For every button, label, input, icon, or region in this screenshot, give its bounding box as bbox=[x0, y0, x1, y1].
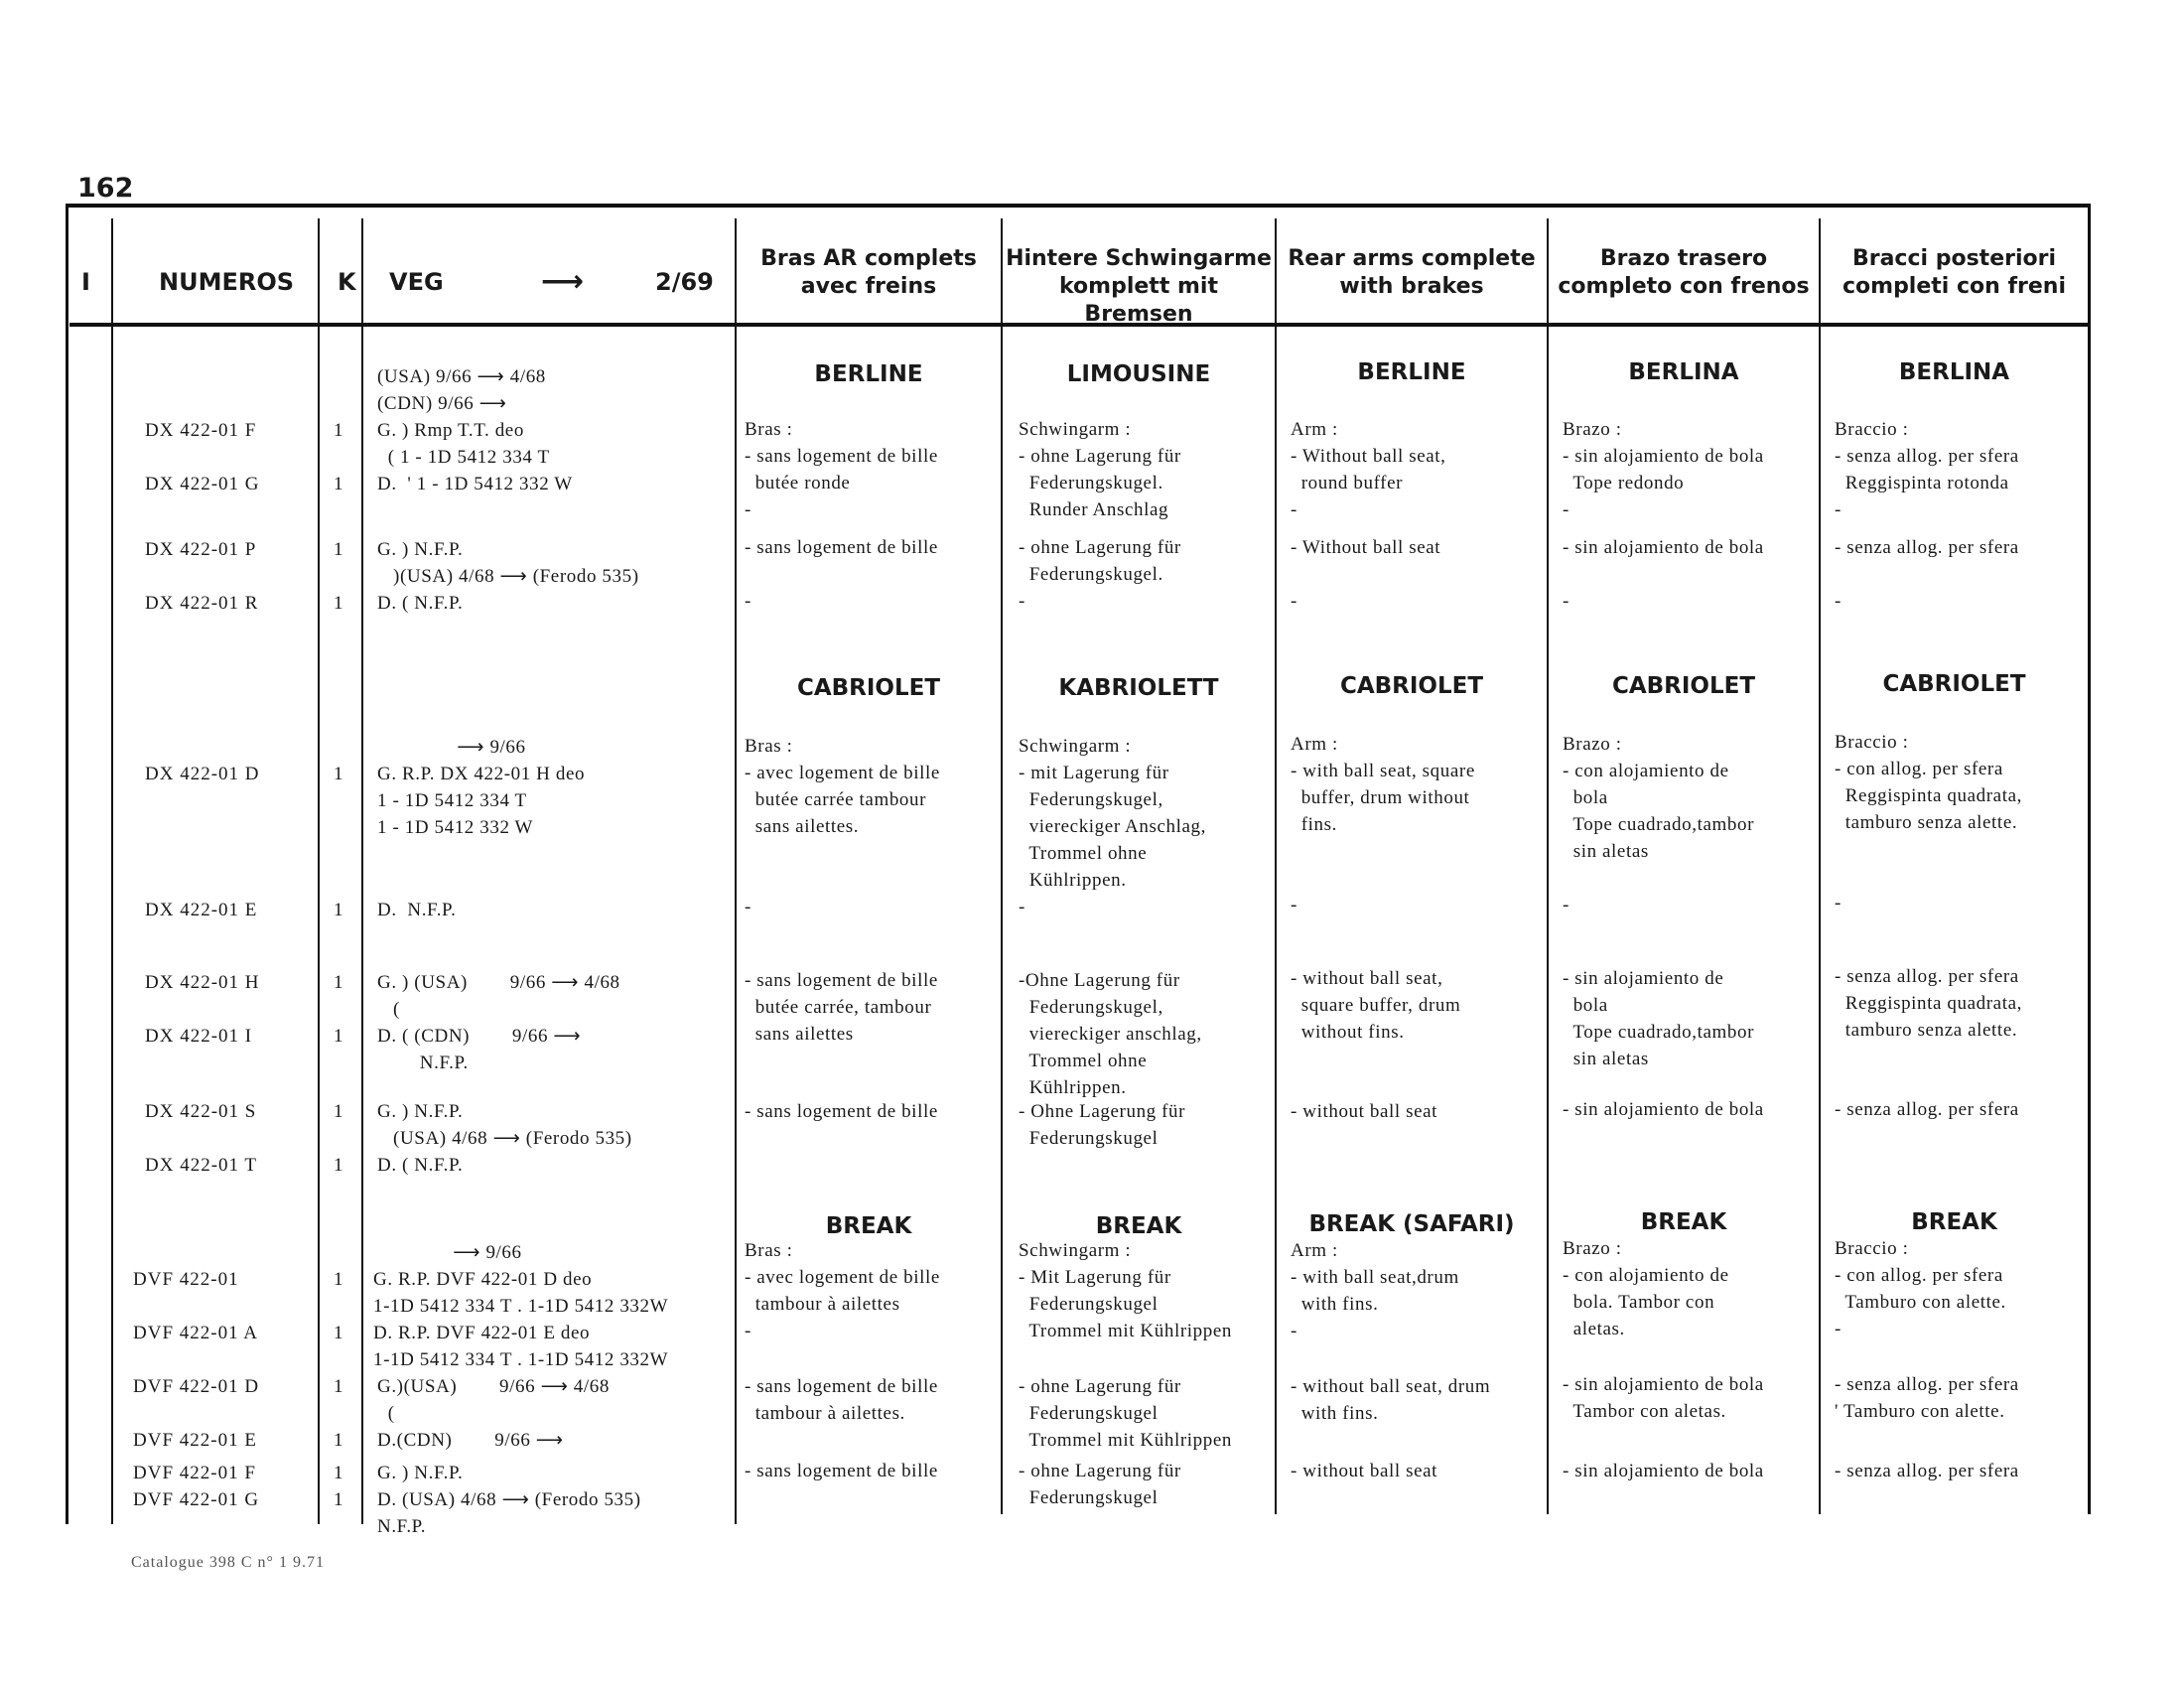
block-6-veg: G. ) N.F.P. (USA) 4/68 ⟶ (Ferodo 535) D. ( N.F.P. bbox=[377, 1101, 632, 1176]
block-2-fr: - sans logement de bille - bbox=[745, 537, 938, 612]
block-2-k: 1 1 bbox=[334, 539, 344, 614]
section-break-en: BREAK (SAFARI) bbox=[1308, 1211, 1515, 1237]
block-3-numeros: DX 422-01 D bbox=[145, 764, 260, 784]
block-6-en: - without ball seat bbox=[1291, 1101, 1438, 1122]
block-5-it: - senza allog. per sfera Reggispinta quadrata, tamburo senza alette. bbox=[1835, 966, 2022, 1041]
block-2-veg: G. ) N.F.P. )(USA) 4/68 ⟶ (Ferodo 535) D. ( N.F.P. bbox=[377, 539, 639, 614]
block-1-en: Arm : - Without ball seat, round buffer - bbox=[1291, 419, 1446, 520]
header-col-de: Hintere Schwingarme komplett mit Bremsen bbox=[1006, 246, 1272, 327]
block-8-numeros: DVF 422-01 D DVF 422-01 E bbox=[133, 1376, 260, 1451]
block-9-numeros: DVF 422-01 F DVF 422-01 G bbox=[133, 1463, 260, 1510]
block-4-es: - bbox=[1563, 895, 1570, 915]
block-4-de: - bbox=[1019, 897, 1025, 917]
block-3-veg: ⟶ 9/66 G. R.P. DX 422-01 H deo 1 - 1D 5412 334 T 1 - 1D 5412 332 W bbox=[377, 737, 586, 838]
divider-en bbox=[1547, 218, 1549, 1514]
divider-fr bbox=[1001, 218, 1003, 1514]
header-col-es: Brazo trasero completo con frenos bbox=[1558, 246, 1810, 299]
header-col-fr: Bras AR complets avec freins bbox=[760, 246, 977, 299]
block-8-en: - without ball seat, drum with fins. bbox=[1291, 1376, 1491, 1424]
section-break-it: BREAK bbox=[1911, 1209, 1997, 1235]
block-7-de: Schwingarm : - Mit Lagerung für Federungskugel Trommel mit Kühlrippen bbox=[1019, 1240, 1232, 1341]
header-col-en: Rear arms complete with brakes bbox=[1288, 246, 1536, 299]
block-5-de: -Ohne Lagerung für Federungskugel, viereckiger anschlag, Trommel ohne Kühlrippen. bbox=[1019, 970, 1202, 1098]
block-7-k: 1 1 bbox=[334, 1269, 344, 1343]
section-berline-fr: BERLINE bbox=[814, 361, 923, 387]
block-5-es: - sin alojamiento de bola Tope cuadrado,tambor sin aletas bbox=[1563, 968, 1755, 1069]
block-8-veg: G.)(USA) 9/66 ⟶ 4/68 ( D.(CDN) 9/66 ⟶ bbox=[377, 1376, 610, 1451]
block-2-en: - Without ball seat - bbox=[1291, 537, 1441, 612]
block-5-k: 1 1 bbox=[334, 972, 344, 1047]
block-4-k: 1 bbox=[334, 900, 344, 920]
block-4-it: - bbox=[1835, 893, 1842, 914]
block-7-fr: Bras : - avec logement de bille tambour à ailettes - bbox=[745, 1240, 940, 1341]
block-8-de: - ohne Lagerung für Federungskugel Trommel mit Kühlrippen bbox=[1019, 1376, 1232, 1451]
section-cabriolet-fr: CABRIOLET bbox=[796, 675, 941, 701]
section-berline-de: LIMOUSINE bbox=[1066, 361, 1211, 387]
block-9-veg: G. ) N.F.P. D. (USA) 4/68 ⟶ (Ferodo 535) N.F.P. bbox=[377, 1463, 641, 1537]
block-5-fr: - sans logement de bille butée carrée, tambour sans ailettes bbox=[745, 970, 938, 1045]
block-3-de: Schwingarm : - mit Lagerung für Federungskugel, viereckiger Anschlag, Trommel ohne Kühlrippen. bbox=[1019, 736, 1206, 891]
block-9-k: 1 1 bbox=[334, 1463, 344, 1510]
section-cabriolet-it: CABRIOLET bbox=[1882, 671, 2026, 697]
block-9-de: - ohne Lagerung für Federungskugel bbox=[1019, 1461, 1181, 1508]
block-5-numeros: DX 422-01 H DX 422-01 I bbox=[145, 972, 260, 1047]
block-4-en: - bbox=[1291, 895, 1297, 915]
block-2-it: - senza allog. per sfera - bbox=[1835, 537, 2019, 612]
block-6-it: - senza allog. per sfera bbox=[1835, 1099, 2019, 1120]
section-berline-en: BERLINE bbox=[1357, 359, 1466, 385]
divider-numeros bbox=[318, 218, 320, 1524]
header-veg-arrow: ⟶ bbox=[541, 264, 585, 299]
section-berline-es: BERLINA bbox=[1628, 359, 1739, 385]
block-1-veg: (USA) 9/66 ⟶ 4/68 (CDN) 9/66 ⟶ G. ) Rmp T.T. deo ( 1 - 1D 5412 334 T D. ' 1 - 1D 5412 332 W bbox=[377, 366, 573, 494]
divider-veg bbox=[735, 218, 737, 1524]
block-6-de: - Ohne Lagerung für Federungskugel bbox=[1019, 1101, 1186, 1149]
block-8-fr: - sans logement de bille tambour à ailettes. bbox=[745, 1376, 938, 1424]
block-9-it: - senza allog. per sfera bbox=[1835, 1461, 2019, 1481]
section-cabriolet-en: CABRIOLET bbox=[1339, 673, 1484, 699]
block-9-en: - without ball seat bbox=[1291, 1461, 1438, 1481]
block-7-numeros: DVF 422-01 DVF 422-01 A bbox=[133, 1269, 259, 1343]
block-7-en: Arm : - with ball seat,drum with fins. - bbox=[1291, 1240, 1459, 1341]
block-6-es: - sin alojamiento de bola bbox=[1563, 1099, 1764, 1120]
block-7-veg: ⟶ 9/66 G. R.P. DVF 422-01 D deo 1-1D 5412 334 T . 1-1D 5412 332W D. R.P. DVF 422-01 E deo 1-1D 5412 334 T . 1-1D 5412 332W bbox=[373, 1242, 669, 1370]
block-5-veg: G. ) (USA) 9/66 ⟶ 4/68 ( D. ( (CDN) 9/66 ⟶ N.F.P. bbox=[377, 972, 620, 1073]
header-veg-date: 2/69 bbox=[655, 268, 714, 296]
header-col-i: I bbox=[81, 268, 90, 296]
page-number: 162 bbox=[77, 173, 134, 204]
divider-es bbox=[1819, 218, 1821, 1514]
block-6-fr: - sans logement de bille bbox=[745, 1101, 938, 1122]
divider-i bbox=[111, 218, 113, 1524]
divider-k bbox=[361, 218, 363, 1524]
block-9-es: - sin alojamiento de bola bbox=[1563, 1461, 1764, 1481]
block-1-es: Brazo : - sin alojamiento de bola Tope redondo - bbox=[1563, 419, 1764, 520]
top-border bbox=[66, 204, 2091, 208]
divider-de bbox=[1275, 218, 1277, 1514]
block-3-en: Arm : - with ball seat, square buffer, drum without fins. bbox=[1291, 734, 1475, 835]
block-4-veg: D. N.F.P. bbox=[377, 900, 457, 920]
section-break-de: BREAK bbox=[1095, 1213, 1182, 1239]
block-2-numeros: DX 422-01 P DX 422-01 R bbox=[145, 539, 259, 614]
block-5-en: - without ball seat, square buffer, drum without fins. bbox=[1291, 968, 1461, 1043]
block-6-k: 1 1 bbox=[334, 1101, 344, 1176]
block-8-it: - senza allog. per sfera ' Tamburo con alette. bbox=[1835, 1374, 2019, 1422]
block-1-fr: Bras : - sans logement de bille butée ronde - bbox=[745, 419, 938, 520]
block-8-es: - sin alojamiento de bola Tambor con aletas. bbox=[1563, 1374, 1764, 1422]
block-1-numeros: DX 422-01 F DX 422-01 G bbox=[145, 420, 260, 494]
block-1-de: Schwingarm : - ohne Lagerung für Federungskugel. Runder Anschlag bbox=[1019, 419, 1181, 520]
block-7-es: Brazo : - con alojamiento de bola. Tambor con aletas. bbox=[1563, 1238, 1729, 1339]
block-8-k: 1 1 bbox=[334, 1376, 344, 1451]
header-col-k: K bbox=[338, 268, 356, 296]
block-9-fr: - sans logement de bille bbox=[745, 1461, 938, 1481]
block-3-fr: Bras : - avec logement de bille butée carrée tambour sans ailettes. bbox=[745, 736, 940, 837]
section-break-fr: BREAK bbox=[825, 1213, 912, 1239]
block-6-numeros: DX 422-01 S DX 422-01 T bbox=[145, 1101, 258, 1176]
block-4-numeros: DX 422-01 E bbox=[145, 900, 258, 920]
block-1-it: Braccio : - senza allog. per sfera Reggispinta rotonda - bbox=[1835, 419, 2019, 520]
block-3-es: Brazo : - con alojamiento de bola Tope cuadrado,tambor sin aletas bbox=[1563, 734, 1755, 862]
section-cabriolet-es: CABRIOLET bbox=[1611, 673, 1756, 699]
block-1-k: 1 1 bbox=[334, 420, 344, 494]
block-7-it: Braccio : - con allog. per sfera Tamburo con alette. - bbox=[1835, 1238, 2006, 1339]
section-break-es: BREAK bbox=[1640, 1209, 1727, 1235]
right-border bbox=[2088, 204, 2091, 1514]
section-berline-it: BERLINA bbox=[1898, 359, 2010, 385]
block-3-it: Braccio : - con allog. per sfera Reggispinta quadrata, tamburo senza alette. bbox=[1835, 732, 2022, 833]
block-3-k: 1 bbox=[334, 764, 344, 784]
section-cabriolet-de: KABRIOLETT bbox=[1058, 675, 1219, 701]
header-col-veg: VEG bbox=[389, 268, 444, 296]
block-2-de: - ohne Lagerung für Federungskugel. - bbox=[1019, 537, 1181, 612]
header-col-numeros: NUMEROS bbox=[159, 268, 295, 296]
left-border bbox=[66, 204, 68, 1524]
catalogue-footer: Catalogue 398 C n° 1 9.71 bbox=[131, 1554, 325, 1571]
block-4-fr: - bbox=[745, 897, 751, 917]
block-2-es: - sin alojamiento de bola - bbox=[1563, 537, 1764, 612]
header-col-it: Bracci posteriori completi con freni bbox=[1842, 246, 2067, 299]
